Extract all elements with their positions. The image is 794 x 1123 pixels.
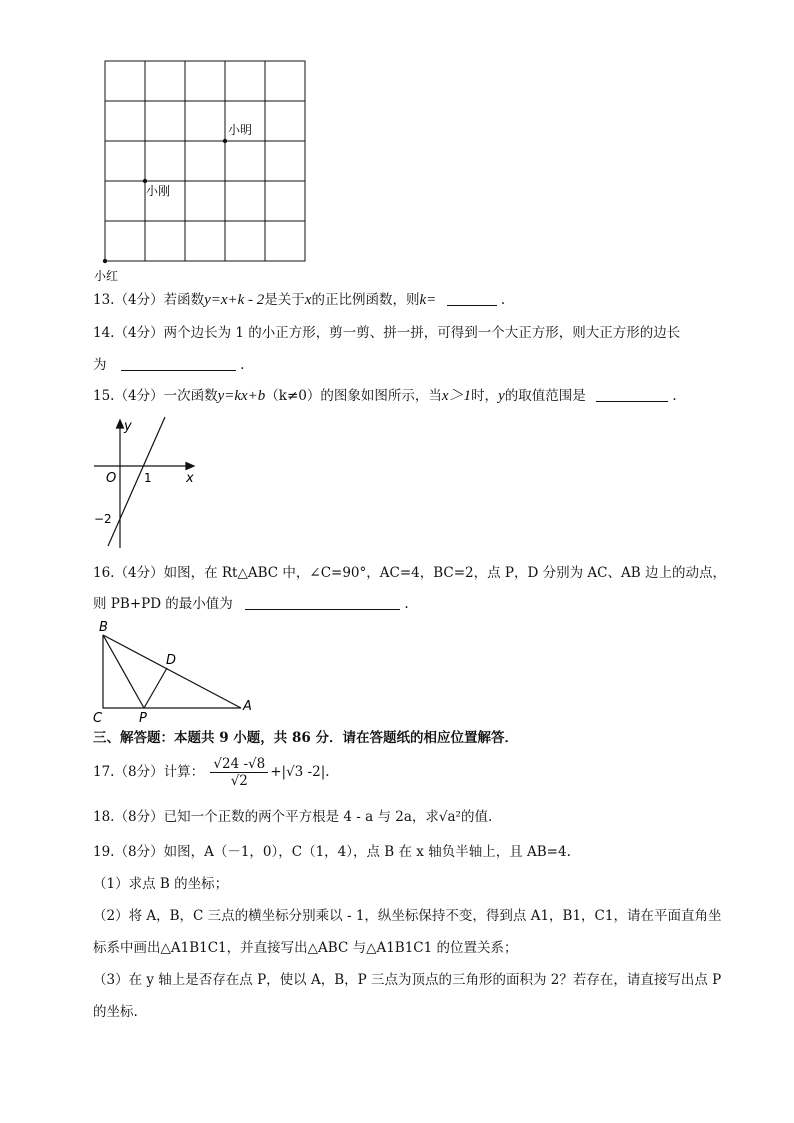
q15-score: （4分） — [114, 388, 164, 404]
q19-number: 19. — [93, 844, 115, 860]
q15-var-y: y — [498, 388, 505, 404]
q18-text-a: 已知一个正数的两个平方根是 4 - a 与 2a，求 — [163, 809, 439, 825]
grid-figure — [90, 55, 320, 285]
q19-part3-line1 — [93, 970, 721, 990]
q18-number: 18. — [93, 809, 115, 825]
question-14-line1 — [93, 323, 680, 343]
label-xiaoming: 小明 — [228, 123, 253, 137]
linear-graph-figure — [90, 412, 210, 552]
section-3-title — [93, 728, 518, 748]
q17-tail: +|√3 -2|. — [270, 764, 330, 780]
q16-end: . — [404, 596, 409, 612]
question-18 — [93, 807, 492, 827]
q14-end: . — [240, 357, 245, 373]
question-19 — [93, 842, 571, 862]
q17-number: 17. — [93, 764, 115, 780]
graph-x-label: x — [186, 471, 194, 486]
q19-text: 如图，A（－1，0），C（1，4），点 B 在 x 轴负半轴上，且 AB=4. — [163, 844, 571, 860]
q13-end: . — [500, 292, 506, 308]
q13-number: 13. — [93, 292, 115, 308]
q19-part2-text-1: （2）将 A，B，C 三点的横坐标分别乘以 - 1，纵坐标保持不变，得到点 A1，B1，C1，请在平面直角坐 — [93, 908, 722, 924]
q14-number: 14. — [93, 325, 115, 341]
q15-number: 15. — [93, 388, 115, 404]
q18-text-b: 的值. — [460, 809, 493, 825]
q17-text: 计算： — [163, 764, 205, 780]
point-xiaoming — [223, 139, 227, 143]
q17-score: （8分） — [114, 764, 164, 780]
question-15 — [93, 386, 677, 406]
q13-score: （4分） — [114, 292, 164, 308]
q17-denominator: √2 — [230, 773, 248, 789]
q18-expression: √a² — [438, 809, 461, 825]
q19-part2-line1 — [93, 906, 721, 926]
label-xiaogang: 小刚 — [146, 184, 171, 198]
q14-score: （4分） — [114, 325, 164, 341]
q19-score: （8分） — [114, 844, 164, 860]
q15-text-d: 的取值范围是 — [504, 388, 586, 404]
question-16-line2 — [93, 594, 409, 614]
q16-text-line1: 如图，在 Rt△ABC 中，∠C=90°，AC=4，BC=2，点 P，D 分别为 AC、AB 边上的动点， — [163, 565, 726, 581]
q15-expression: y=kx+b — [217, 388, 266, 404]
q13-answer-blank[interactable] — [447, 291, 497, 306]
q16-text-line2: 则 PB+PD 的最小值为 — [93, 596, 233, 612]
question-16-line1 — [93, 563, 726, 583]
q15-cond-x: x＞1 — [441, 388, 472, 404]
q17-numerator: √24 -√8 — [210, 756, 268, 773]
q13-text-a: 若函数 — [163, 292, 205, 308]
q13-text-b: 是关于 — [264, 292, 305, 308]
triangle-label-D: D — [166, 653, 177, 668]
q15-answer-blank[interactable] — [596, 387, 668, 402]
question-17 — [93, 756, 330, 789]
triangle-label-C: C — [93, 711, 103, 726]
point-xiaogang — [143, 179, 147, 183]
graph-origin-label: O — [106, 471, 117, 486]
graph-tick-x: 1 — [144, 471, 152, 485]
q14-text-line1: 两个边长为 1 的小正方形，剪一剪、拼一拼，可得到一个大正方形，则大正方形的边长 — [163, 325, 681, 341]
q19-part2-text-2: 标系中画出△A1B1C1，并直接写出△ABC 与△A1B1C1 的位置关系； — [93, 940, 518, 956]
graph-y-label: y — [124, 419, 132, 434]
q19-part2-line2 — [93, 938, 518, 958]
q13-var-x: x — [304, 292, 312, 308]
label-xiaohong: 小红 — [94, 269, 119, 283]
q13-text-c: 的正比例函数，则 — [311, 292, 420, 308]
q17-fraction — [210, 756, 268, 789]
q15-text-b: 的图象如图所示，当 — [320, 388, 442, 404]
q16-score: （4分） — [114, 565, 164, 581]
q15-text-a: 一次函数 — [163, 388, 218, 404]
q19-part3-text-1: （3）在 y 轴上是否存在点 P，使以 A，B，P 三点为顶点的三角形的面积为 2？若存在，请直接写出点 P — [93, 972, 722, 988]
q19-part3-line2 — [93, 1002, 138, 1022]
triangle-label-B: B — [99, 620, 108, 635]
q13-k-eq: k= — [419, 292, 437, 308]
graph-tick-y: −2 — [94, 512, 112, 526]
q19-part3-text-2: 的坐标. — [93, 1004, 138, 1020]
q15-end: . — [672, 388, 677, 404]
triangle-label-A: A — [243, 699, 252, 714]
q14-answer-blank[interactable] — [121, 356, 236, 371]
triangle-figure — [90, 616, 260, 726]
q19-part1-text: （1）求点 B 的坐标； — [93, 876, 229, 892]
q15-condition: （k≠0） — [265, 388, 321, 404]
triangle-label-P: P — [139, 711, 147, 726]
q15-text-c: 时， — [471, 388, 499, 404]
section-3-title-text: 三、解答题：本题共 9 小题，共 86 分．请在答题纸的相应位置解答． — [93, 730, 518, 746]
q16-answer-blank[interactable] — [245, 595, 400, 610]
q14-text-line2: 为 — [93, 357, 107, 373]
question-13 — [93, 290, 505, 310]
q13-expression: y=x+k - 2 — [204, 292, 265, 308]
q18-score: （8分） — [114, 809, 164, 825]
point-xiaohong — [103, 259, 107, 263]
q16-number: 16. — [93, 565, 115, 581]
question-14-line2 — [93, 355, 244, 375]
q19-part1 — [93, 874, 228, 894]
